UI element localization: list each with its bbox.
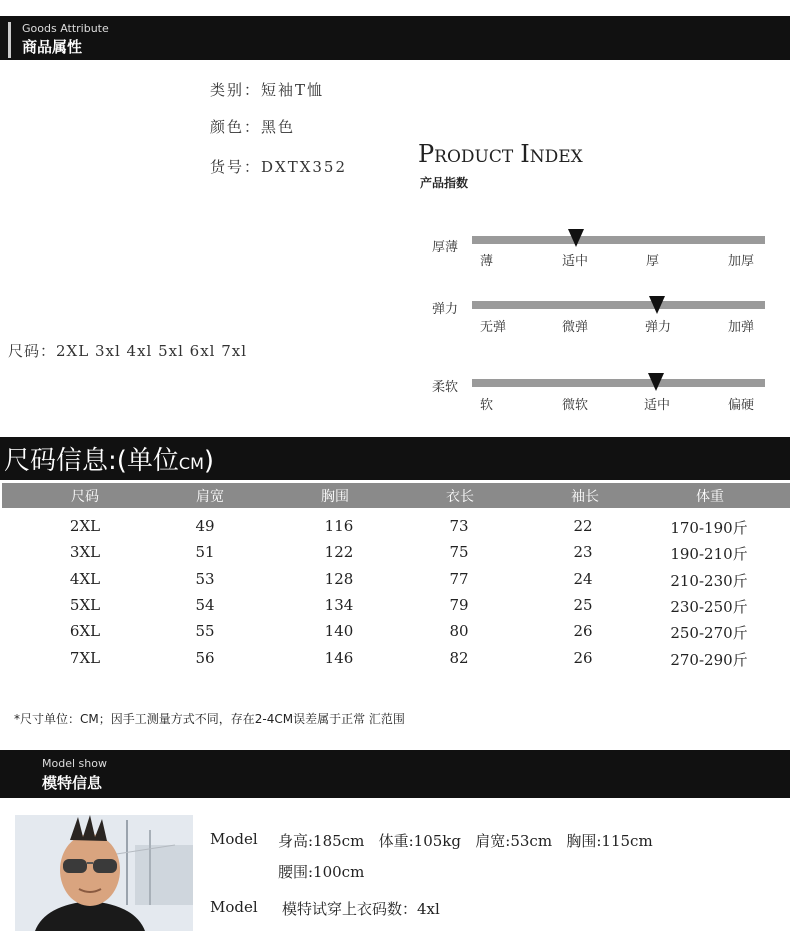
scale-elasticity-track <box>472 301 765 309</box>
size-table-cell: 24 <box>573 570 593 588</box>
size-info-title <box>4 440 214 477</box>
size-table-cell: 80 <box>449 622 469 640</box>
model-show-subtitle: Model show <box>42 757 107 770</box>
size-table-cell: 128 <box>324 570 354 588</box>
model-line3-label: Model <box>210 898 258 916</box>
attr-sizes: 尺码：2XL 3xl 4xl 5xl 6xl 7xl <box>8 342 248 360</box>
scale-elasticity-tick: 加弹 <box>728 320 755 335</box>
scale-softness-marker <box>648 373 664 391</box>
size-table-cell: 26 <box>573 649 593 667</box>
size-table-cell: 146 <box>324 649 354 667</box>
model-photo <box>15 815 193 931</box>
size-table-cell: 56 <box>195 649 215 667</box>
attr-item-no: 货号：DXTX352 <box>210 158 348 176</box>
size-table-cell: 25 <box>573 596 593 614</box>
model-line3: 模特试穿上衣码数：4xl <box>282 900 440 918</box>
size-table-cell: 250-270斤 <box>670 624 748 642</box>
size-table-cell: 79 <box>449 596 469 614</box>
scale-thickness-tick: 适中 <box>562 254 589 269</box>
size-table-cell: 122 <box>324 543 354 561</box>
scale-thickness-label: 厚薄 <box>432 240 459 255</box>
size-table-cell: 23 <box>573 543 593 561</box>
size-table-size-cell: 7XL <box>69 649 101 667</box>
scale-softness-label: 柔软 <box>432 380 459 395</box>
size-table-size-cell: 3XL <box>69 543 101 561</box>
scale-thickness-marker <box>568 229 584 247</box>
scale-elasticity-tick: 微弹 <box>562 320 589 335</box>
goods-attribute-title: 商品属性 <box>22 38 83 56</box>
size-table-cell: 230-250斤 <box>670 598 748 616</box>
goods-attribute-subtitle: Goods Attribute <box>22 22 109 35</box>
size-table-cell: 190-210斤 <box>670 545 748 563</box>
scale-softness-track <box>472 379 765 387</box>
attr-category: 类别：短袖T恤 <box>210 81 325 99</box>
scale-thickness-track <box>472 236 765 244</box>
size-table-cell: 53 <box>195 570 215 588</box>
size-table-cell: 116 <box>324 517 354 535</box>
size-table-cell: 210-230斤 <box>670 572 748 590</box>
size-col-header: 尺码 <box>71 489 99 505</box>
size-table-cell: 140 <box>324 622 354 640</box>
size-table-size-cell: 5XL <box>69 596 101 614</box>
scale-softness-tick: 偏硬 <box>728 398 755 413</box>
header-accent-bar <box>8 22 11 58</box>
model-show-header <box>0 750 790 798</box>
size-table-cell: 75 <box>449 543 469 561</box>
size-info-unit: CM <box>178 454 204 473</box>
scale-thickness-tick: 厚 <box>646 254 660 269</box>
size-table-cell: 51 <box>195 543 215 561</box>
scale-softness-tick: 微软 <box>562 398 589 413</box>
scale-elasticity-tick: 弹力 <box>645 320 672 335</box>
size-col-header: 胸围 <box>321 489 349 505</box>
size-table-cell: 82 <box>449 649 469 667</box>
model-line1: 身高:185cm 体重:105kg 肩宽:53cm 胸围:115cm <box>278 832 653 850</box>
product-index-title: PRODUCT INDEX <box>418 140 583 168</box>
size-info-title-text: 尺码信息:(单位 <box>4 446 179 476</box>
scale-softness-tick: 适中 <box>644 398 671 413</box>
size-table-cell: 55 <box>195 622 215 640</box>
scale-elasticity-label: 弹力 <box>432 302 459 317</box>
size-table-cell: 22 <box>573 517 593 535</box>
scale-thickness-tick: 薄 <box>480 254 494 269</box>
size-table-cell: 49 <box>195 517 215 535</box>
size-table-cell: 73 <box>449 517 469 535</box>
size-col-header: 体重 <box>696 489 724 505</box>
size-table-size-cell: 4XL <box>69 570 101 588</box>
size-col-header: 袖长 <box>571 489 599 505</box>
size-info-title-close: ) <box>203 446 215 476</box>
size-table-cell: 54 <box>195 596 215 614</box>
size-table-cell: 26 <box>573 622 593 640</box>
model-line2: 腰围:100cm <box>278 863 365 881</box>
size-table-cell: 134 <box>324 596 354 614</box>
model-line1-label: Model <box>210 830 258 848</box>
model-photo-illustration <box>15 815 193 931</box>
size-table-cell: 77 <box>449 570 469 588</box>
size-col-header: 衣长 <box>446 489 474 505</box>
scale-thickness-tick: 加厚 <box>728 254 755 269</box>
goods-attribute-header <box>0 16 790 60</box>
scale-elasticity-tick: 无弹 <box>480 320 507 335</box>
size-table-size-cell: 6XL <box>69 622 101 640</box>
size-table-size-cell: 2XL <box>69 517 101 535</box>
scale-elasticity-marker <box>649 296 665 314</box>
size-table-cell: 170-190斤 <box>670 519 748 537</box>
size-table-cell: 270-290斤 <box>670 651 748 669</box>
scale-softness-tick: 软 <box>480 398 494 413</box>
size-note: *尺寸单位：CM；因手工测量方式不同，存在2-4CM误差属于正常 汇范围 <box>14 712 405 726</box>
attr-color: 颜色：黑色 <box>210 118 296 136</box>
product-index-subtitle: 产品指数 <box>420 176 469 190</box>
size-col-header: 肩宽 <box>196 489 224 505</box>
model-show-title: 模特信息 <box>42 774 103 792</box>
